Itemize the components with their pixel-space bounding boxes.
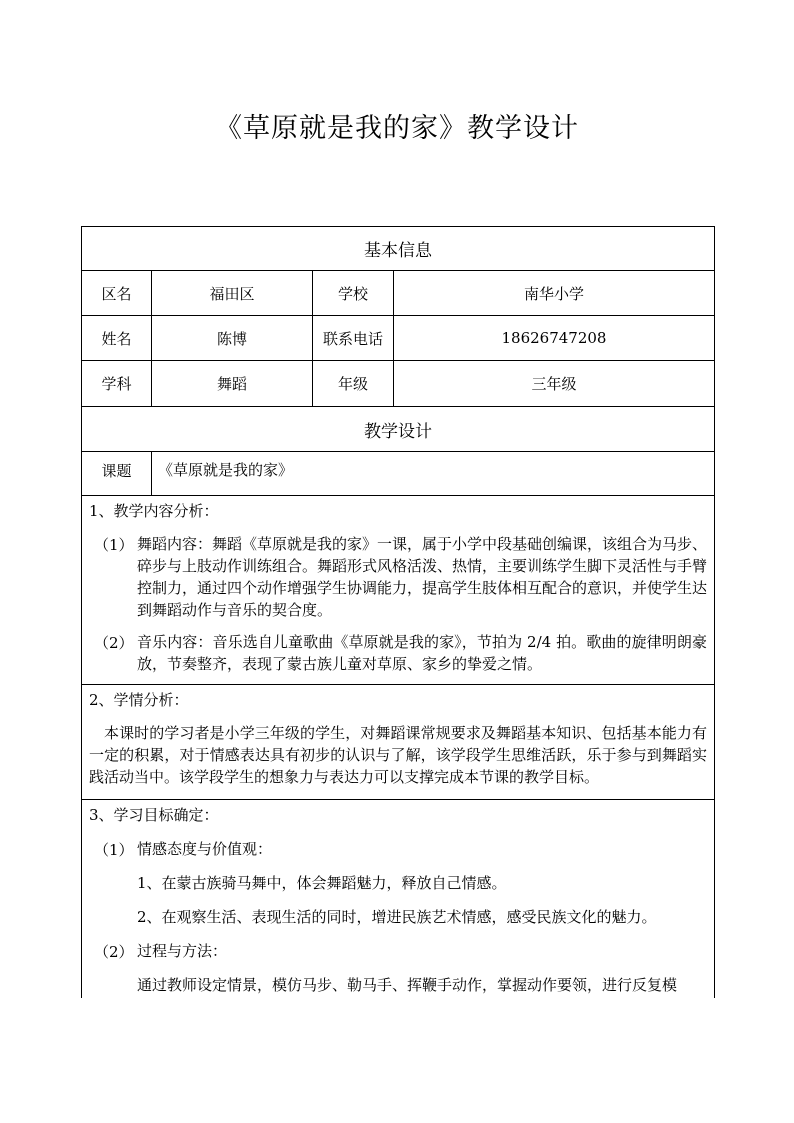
name-label: 姓名: [101, 329, 132, 348]
learner-analysis-section: [82, 685, 714, 800]
basic-info-header: 基本信息: [364, 241, 432, 261]
music-content-text: 音乐内容：音乐选自儿童歌曲《草原就是我的家》，节拍为 2/4 拍。歌曲的旋律明朗豪放，节奏整齐，表现了蒙古族儿童对草原、家乡的挚爱之情。: [137, 633, 707, 673]
teaching-design-header-row: [82, 407, 714, 452]
topic-value: 《草原就是我的家》: [158, 461, 294, 479]
district-value: 福田区: [209, 284, 255, 303]
district-label: 区名: [101, 284, 132, 303]
table-row: [82, 316, 714, 361]
item-number: （1）: [94, 536, 134, 554]
dance-content-text: 舞蹈内容：舞蹈《草原就是我的家》一课，属于小学中段基础创编课，该组合为马步、碎步与上肢动作训练组合。舞蹈形式风格活泼、热情，主要训练学生脚下灵活性与手臂控制力，通过四个动作增强学生协调能力，提高学生肢体相互配合的意识，并使学生达到舞蹈动作与音乐的契合度。: [137, 535, 708, 619]
objective-line: 通过教师设定情景，模仿马步、勒马手、挥鞭手动作，掌握动作要领，进行反复模: [137, 976, 678, 994]
school-label: 学校: [337, 284, 368, 303]
learning-objectives-heading: 3、学习目标确定：: [89, 806, 219, 824]
learning-objectives-section: [82, 800, 714, 998]
content-analysis-section: [82, 496, 714, 685]
basic-info-header-row: [82, 227, 714, 271]
page-title: 《草原就是我的家》教学设计: [215, 113, 579, 144]
table-row: [82, 361, 714, 407]
teaching-design-header: 教学设计: [364, 421, 432, 442]
name-value: 陈博: [216, 329, 247, 348]
topic-label: 课题: [101, 462, 132, 480]
learner-analysis-text: 本课时的学习者是小学三年级的学生，对舞蹈课常规要求及舞蹈基本知识、包括基本能力有一定的积累，对于情感表达具有初步的认识与了解，该学段学生思维活跃，乐于参与到舞蹈实践活动当中。该学段学生的想象力与表达力可以支撑完成本节课的教学目标。: [89, 724, 707, 786]
learner-analysis-heading: 2、学情分析：: [89, 691, 189, 709]
objective-line: 2、在观察生活、表现生活的同时，增进民族艺术情感，感受民族文化的魅力。: [137, 908, 657, 926]
subject-label: 学科: [101, 375, 132, 393]
content-analysis-heading: 1、教学内容分析：: [89, 502, 219, 520]
item-number: （1）: [94, 841, 134, 859]
topic-row: [82, 452, 714, 496]
process-method-title: 过程与方法：: [137, 942, 228, 960]
subject-value: 舞蹈: [216, 375, 247, 393]
table-row: [82, 271, 714, 316]
item-number: （2）: [94, 634, 134, 652]
grade-value: 三年级: [531, 375, 577, 393]
item-number: （2）: [94, 943, 134, 961]
school-value: 南华小学: [523, 284, 584, 303]
lesson-plan-table: [81, 226, 715, 998]
phone-label: 联系电话: [322, 329, 383, 348]
objective-line: 1、在蒙古族骑马舞中，体会舞蹈魅力，释放自己情感。: [137, 874, 507, 892]
grade-label: 年级: [337, 375, 368, 393]
emotion-attitude-title: 情感态度与价值观：: [137, 840, 273, 858]
phone-value: 18626747208: [501, 329, 607, 347]
